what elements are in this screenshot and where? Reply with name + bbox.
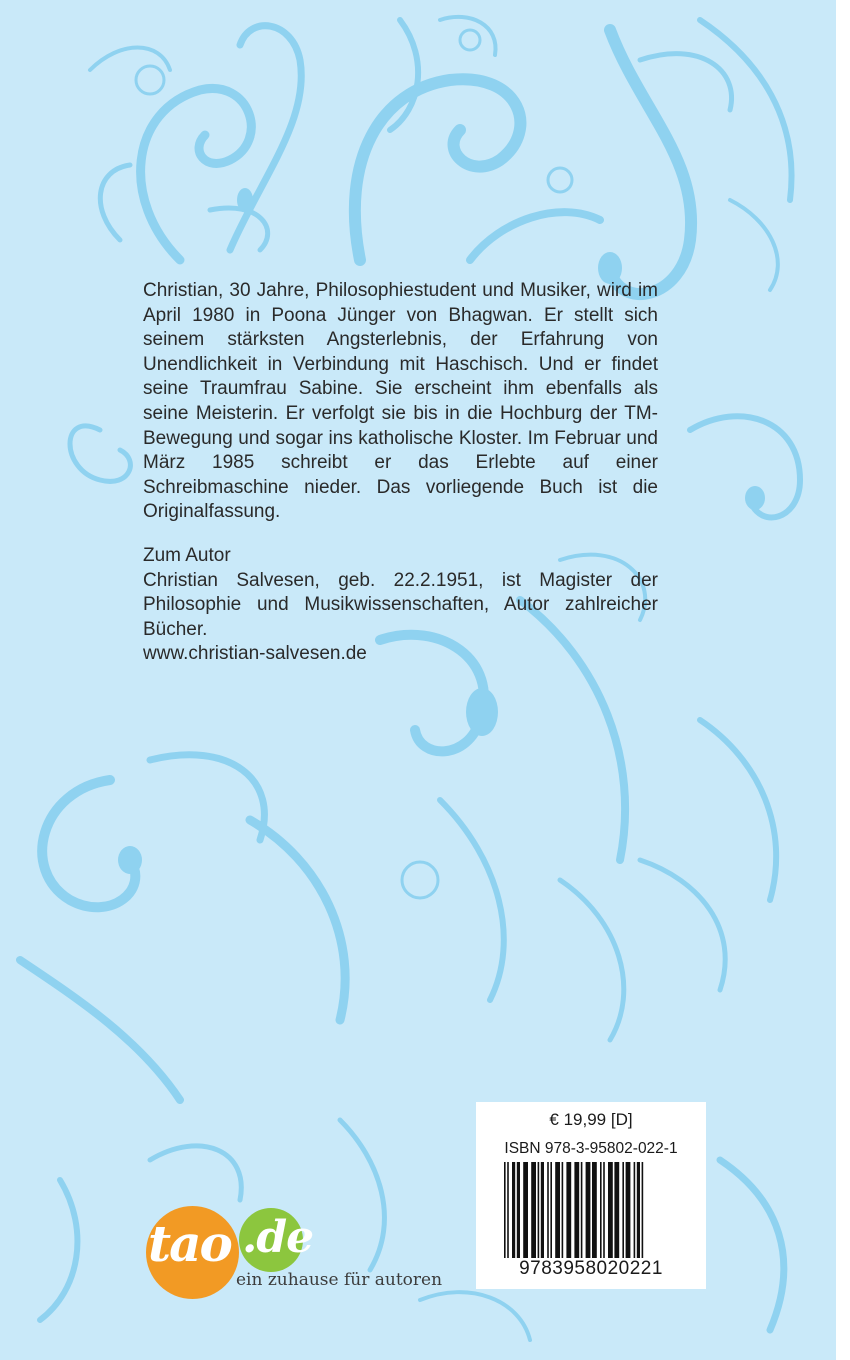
barcode-bar xyxy=(603,1162,605,1258)
barcode-bar xyxy=(600,1162,602,1258)
author-heading: Zum Autor xyxy=(143,545,231,566)
author-bio: Christian Salvesen, geb. 22.2.1951, ist Magister der Philosophie und Musikwissenschaften, Autor zahlreicher Bücher. xyxy=(143,569,658,640)
barcode-bar xyxy=(507,1162,509,1258)
barcode-bar xyxy=(586,1162,591,1258)
logo-suffix-text: .de xyxy=(242,1212,314,1263)
barcode-icon xyxy=(504,1162,678,1258)
book-blurb: Christian, 30 Jahre, Philosophiestudent und Musiker, wird im April 1980 in Poona Jünger von Bhagwan. Er stellt sich seinem stärksten Angsterlebnis, der Erfahrung von Unendlichkeit in Verbindung mit Haschisch. Und er findet seine Traumfrau Sabine. Sie erscheint ihm ebenfalls als seine Meisterin. Er verfolgt sie bis in die Hochburg der TM-Bewegung und sogar ins katholische Kloster. Im Februar und März 1985 schreibt er das Erlebte auf einer Schreibmaschine nieder. Das vorliegende Buch ist die Originalfassung. xyxy=(143,280,658,523)
publisher-logo xyxy=(146,1206,446,1296)
barcode-bar xyxy=(608,1162,613,1258)
barcode-label xyxy=(476,1102,706,1289)
barcode-bar xyxy=(547,1162,549,1258)
logo-main-text: tao xyxy=(148,1214,231,1273)
author-website[interactable]: www.christian-salvesen.de xyxy=(143,643,367,665)
barcode-bar xyxy=(541,1162,544,1258)
barcode-bar xyxy=(538,1162,540,1258)
price: € 19,99 [D] xyxy=(549,1110,633,1129)
barcode-bar xyxy=(517,1162,520,1258)
barcode-bar xyxy=(581,1162,583,1258)
barcode-bar xyxy=(531,1162,536,1258)
barcode-bar xyxy=(562,1162,564,1258)
barcode-bar xyxy=(642,1162,644,1258)
barcode-bar xyxy=(592,1162,597,1258)
publisher-tagline: ein zuhause für autoren xyxy=(236,1270,443,1290)
barcode-bar xyxy=(614,1162,619,1258)
barcode-bar xyxy=(504,1162,506,1258)
barcode-bar xyxy=(550,1162,552,1258)
barcode-bar xyxy=(512,1162,515,1258)
barcode-bar xyxy=(634,1162,636,1258)
barcode-bar xyxy=(622,1162,624,1258)
barcode-bar xyxy=(574,1162,579,1258)
barcode-bar xyxy=(566,1162,571,1258)
author-section xyxy=(143,544,658,667)
barcode-bar xyxy=(523,1162,528,1258)
page-edge xyxy=(836,0,850,1360)
isbn: ISBN 978-3-95802-022-1 xyxy=(504,1140,678,1157)
barcode-bar xyxy=(637,1162,640,1258)
ean-number: 9783958020221 xyxy=(519,1258,663,1279)
barcode-bar xyxy=(626,1162,631,1258)
barcode-bar xyxy=(555,1162,560,1258)
